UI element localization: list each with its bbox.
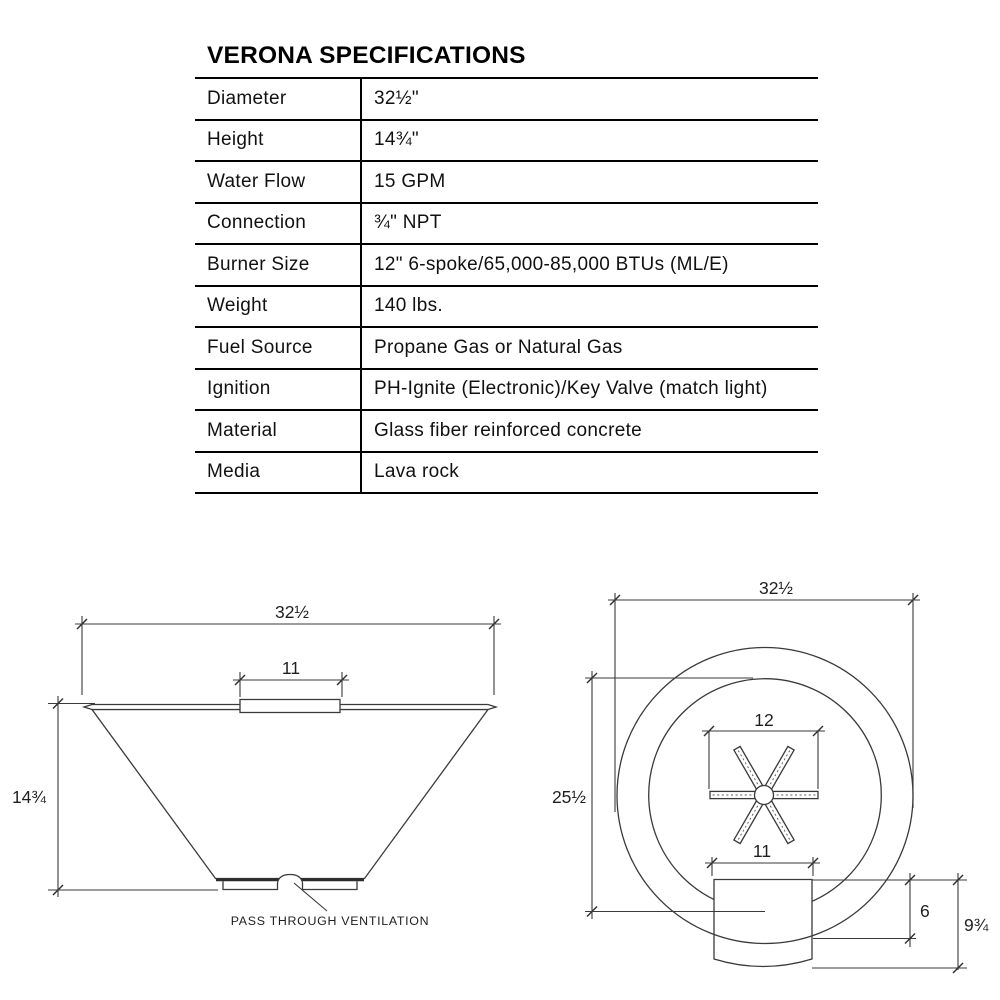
dim-label-scupper-depth: 9¾: [964, 915, 989, 935]
base-foot-right: [303, 881, 358, 889]
spec-value: ¾" NPT: [374, 212, 442, 234]
spec-label: Ignition: [195, 370, 362, 410]
burner-spoke: [765, 800, 794, 844]
spoke-outline: [734, 800, 763, 844]
dim-label-burner-width: 12: [754, 710, 774, 730]
spec-value: 14¾": [374, 129, 419, 151]
dim-top-scupper-depths: [812, 873, 989, 973]
spec-value: Lava rock: [374, 461, 460, 483]
spec-value: 12" 6-spoke/65,000-85,000 BTUs (ML/E): [374, 253, 729, 275]
spec-label: Height: [195, 121, 362, 161]
dim-label-side-height: 14¾: [11, 787, 46, 807]
page-title: VERONA SPECIFICATIONS: [207, 42, 526, 69]
spec-label: Media: [195, 453, 362, 493]
dim-label-side-scupper-width: 11: [281, 658, 301, 678]
dim-label-top-scupper-width: 11: [752, 841, 772, 861]
top-view-diagram: [552, 578, 989, 973]
spec-label: Connection: [195, 204, 362, 244]
dim-side-top-width: [75, 602, 501, 695]
leader-line: [294, 883, 327, 911]
spec-label: Diameter: [195, 79, 362, 119]
side-view-diagram: [12, 602, 501, 928]
spoke-outline: [734, 746, 763, 790]
burner-spoke: [734, 800, 763, 844]
ventilation-note: PASS THROUGH VENTILATION: [230, 914, 430, 928]
spec-label: Water Flow: [195, 162, 362, 202]
scupper-front: [240, 700, 340, 713]
spec-value: 15 GPM: [374, 170, 446, 192]
dim-label-scupper-overlap: 6: [920, 901, 930, 921]
spec-label: Fuel Source: [195, 328, 362, 368]
six-spoke-burner: [710, 746, 818, 843]
spec-value: 140 lbs.: [374, 295, 443, 317]
spoke-outline: [765, 800, 794, 844]
burner-spoke: [765, 746, 794, 790]
spoke-outline: [765, 746, 794, 790]
spec-value: PH-Ignite (Electronic)/Key Valve (match light): [374, 378, 768, 400]
spec-label: Weight: [195, 287, 362, 327]
burner-spoke: [772, 791, 819, 798]
spec-label: Burner Size: [195, 245, 362, 285]
dim-label-inner-diameter: 25½: [551, 787, 586, 807]
spec-value: Propane Gas or Natural Gas: [374, 336, 623, 358]
dim-top-scupper-width: [705, 841, 820, 876]
dim-label-outer-diameter: 32½: [758, 578, 794, 598]
dim-label-side-top-width: 32½: [274, 602, 310, 622]
base-foot-left: [223, 881, 278, 889]
spec-value: Glass fiber reinforced concrete: [374, 419, 643, 441]
scupper-top-view: [714, 880, 812, 967]
burner-spoke: [710, 791, 757, 798]
spec-label: Material: [195, 411, 362, 451]
bowl-body-outline: [92, 710, 488, 879]
burner-hub: [755, 786, 774, 805]
dim-top-burner-width: [702, 710, 825, 789]
burner-spoke: [734, 746, 763, 790]
spec-value: 32½": [374, 87, 419, 109]
dim-side-scupper-width: [233, 658, 349, 697]
